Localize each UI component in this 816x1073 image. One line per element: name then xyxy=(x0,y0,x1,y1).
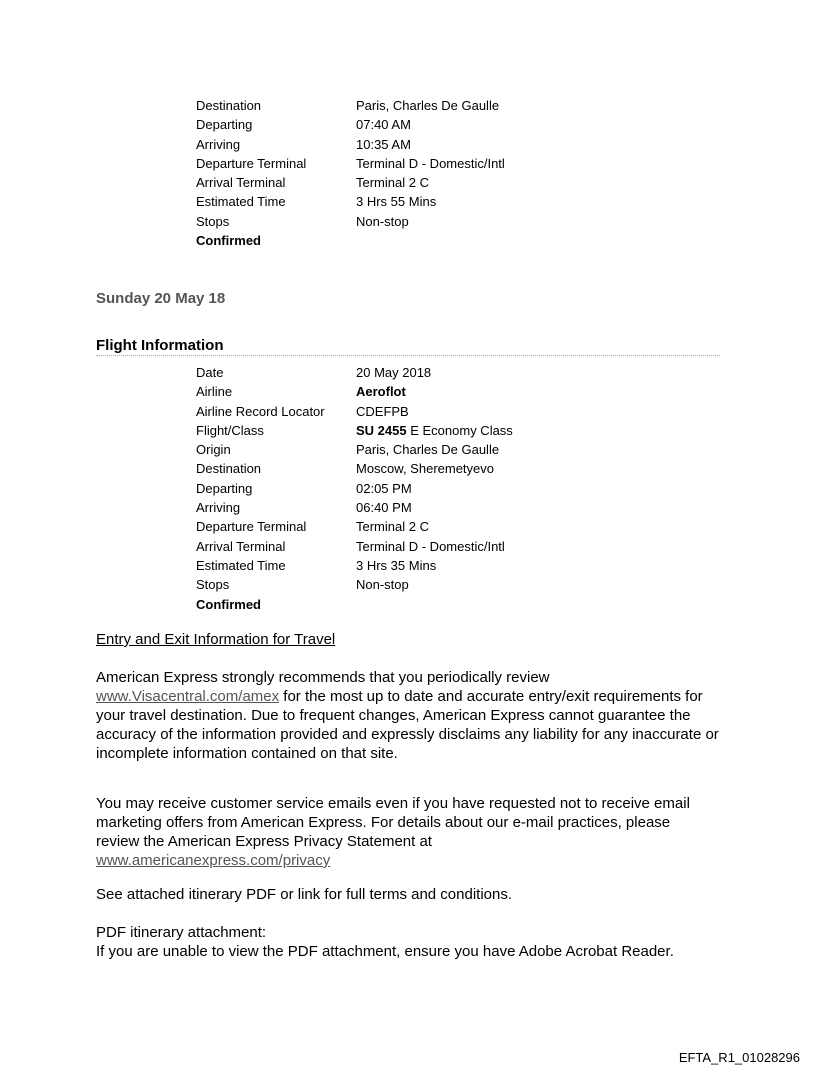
entry-text-start: American Express strongly recommends that you periodically review xyxy=(96,669,550,686)
flight2-arriving-row xyxy=(196,498,616,517)
confirmed-status: Confirmed xyxy=(196,233,261,249)
value: 3 Hrs 35 Mins xyxy=(356,557,437,573)
label: Departure Terminal xyxy=(196,519,307,535)
flight1-details xyxy=(196,96,616,250)
value: Terminal 2 C xyxy=(356,519,429,535)
label: Arrival Terminal xyxy=(196,175,286,191)
value: Terminal D - Domestic/Intl xyxy=(356,155,505,171)
flight2-airline-row xyxy=(196,382,616,401)
label: Origin xyxy=(196,442,231,458)
label: Arriving xyxy=(196,136,241,152)
label: Arriving xyxy=(196,500,241,516)
label: Stops xyxy=(196,213,230,229)
privacy-text: You may receive customer service emails even if you have requested not to receive email marketing offers from American Express. For details about our e-mail practices, please review the American Express Privacy Statement at xyxy=(96,795,690,850)
visacentral-link[interactable]: www.Visacentral.com/amex xyxy=(96,688,280,705)
pdf-line-2: If you are unable to view the PDF attachment, ensure you have Adobe Acrobat Reader. xyxy=(96,943,674,960)
value: Paris, Charles De Gaulle xyxy=(356,442,500,458)
value: Moscow, Sheremetyevo xyxy=(356,461,495,477)
flight2-departure-terminal-row xyxy=(196,517,616,536)
pdf-line-1: PDF itinerary attachment: xyxy=(96,924,267,941)
airline-name: Aeroflot xyxy=(356,384,406,400)
value: 10:35 AM xyxy=(356,136,411,152)
label: Departing xyxy=(196,480,253,496)
flight2-arrival-terminal-row xyxy=(196,537,616,556)
entry-exit-title: Entry and Exit Information for Travel xyxy=(96,631,336,648)
label: Destination xyxy=(196,461,262,477)
value: Paris, Charles De Gaulle xyxy=(356,98,500,113)
flight-class: E Economy Class xyxy=(410,422,513,438)
privacy-link[interactable]: www.americanexpress.com/privacy xyxy=(96,852,331,869)
value: CDEFPB xyxy=(356,403,409,419)
label: Airline Record Locator xyxy=(196,403,325,419)
flight1-estimated-time-row xyxy=(196,192,616,211)
label: Estimated Time xyxy=(196,194,286,210)
flight2-details xyxy=(196,363,616,614)
flight2-locator-row xyxy=(196,402,616,421)
flight-number: SU 2455 xyxy=(356,422,407,438)
value: Terminal 2 C xyxy=(356,175,429,191)
flight2-flight-class-row xyxy=(196,421,616,440)
flight1-departure-terminal-row xyxy=(196,154,616,173)
flight1-status-row xyxy=(196,231,616,250)
flight1-arrival-terminal-row xyxy=(196,173,616,192)
label: Estimated Time xyxy=(196,557,286,573)
label: Departing xyxy=(196,117,253,133)
privacy-paragraph xyxy=(96,794,716,870)
flight-information-title: Flight Information xyxy=(96,336,720,356)
label: Flight/Class xyxy=(196,422,264,438)
value: Terminal D - Domestic/Intl xyxy=(356,538,505,554)
pdf-paragraph xyxy=(96,923,776,961)
flight2-origin-row xyxy=(196,440,616,459)
label: Arrival Terminal xyxy=(196,538,286,554)
flight2-date-row xyxy=(196,363,616,382)
label: Stops xyxy=(196,577,230,593)
flight1-arriving-row xyxy=(196,135,616,154)
document-id: EFTA_R1_01028296 xyxy=(678,1050,800,1065)
label: Airline xyxy=(196,384,233,400)
flight2-departing-row xyxy=(196,479,616,498)
value: 02:05 PM xyxy=(356,480,412,496)
entry-exit-paragraph xyxy=(96,668,736,763)
value: 3 Hrs 55 Mins xyxy=(356,194,437,210)
entry-text-end: for the most up to date and accurate entry/exit requirements for your travel destination. Due to frequent changes, American Express cannot guarantee the accuracy of the information provided and expressly disclaims any liability for any inaccurate or incomplete information contained on that site. xyxy=(96,688,719,762)
flight1-departing-row xyxy=(196,115,616,134)
value: 20 May 2018 xyxy=(356,365,432,380)
value: Non-stop xyxy=(356,577,409,593)
flight2-stops-row xyxy=(196,575,616,594)
confirmed-status: Confirmed xyxy=(196,596,261,612)
flight2-estimated-time-row xyxy=(196,556,616,575)
flight2-status-row xyxy=(196,595,616,614)
terms-paragraph: See attached itinerary PDF or link for full terms and conditions. xyxy=(96,886,513,903)
day-heading: Sunday 20 May 18 xyxy=(96,290,226,307)
flight1-stops-row xyxy=(196,212,616,231)
flight1-destination-row xyxy=(196,96,616,115)
flight2-destination-row xyxy=(196,459,616,478)
value xyxy=(356,421,513,440)
value: 06:40 PM xyxy=(356,500,412,516)
label: Departure Terminal xyxy=(196,155,307,171)
label: Date xyxy=(196,365,224,380)
label: Destination xyxy=(196,98,262,113)
value: Non-stop xyxy=(356,213,409,229)
value: 07:40 AM xyxy=(356,117,411,133)
